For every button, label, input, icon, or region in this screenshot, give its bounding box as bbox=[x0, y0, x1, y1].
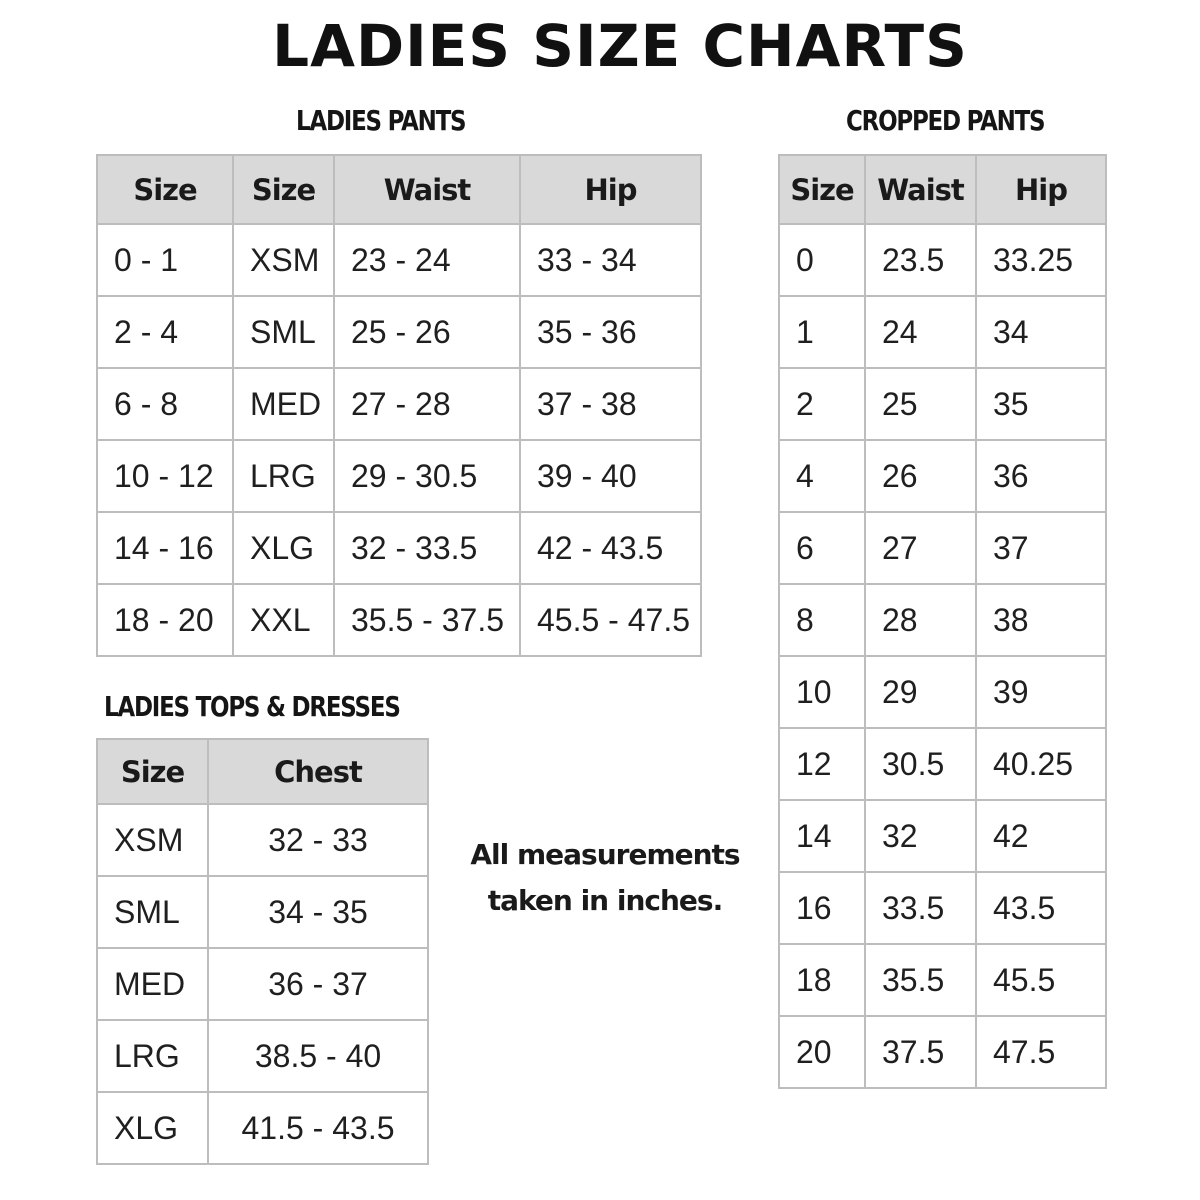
size-cell: 18 bbox=[779, 944, 865, 1016]
table-row bbox=[779, 584, 1106, 656]
table-row bbox=[779, 800, 1106, 872]
waist-cell: 28 bbox=[865, 584, 976, 656]
table-row bbox=[97, 804, 428, 876]
waist-cell: 29 bbox=[865, 656, 976, 728]
size-cell: 0 - 1 bbox=[97, 224, 233, 296]
waist-cell: 35.5 bbox=[865, 944, 976, 1016]
hip-cell: 33.25 bbox=[976, 224, 1106, 296]
hip-cell: 40.25 bbox=[976, 728, 1106, 800]
column-header-waist: Waist bbox=[865, 155, 976, 224]
size-cell: 10 bbox=[779, 656, 865, 728]
waist-cell: 35.5 - 37.5 bbox=[334, 584, 520, 656]
table-row bbox=[779, 872, 1106, 944]
hip-cell: 39 bbox=[976, 656, 1106, 728]
table-row bbox=[97, 1020, 428, 1092]
table-row bbox=[779, 440, 1106, 512]
size-letter-cell: XXL bbox=[233, 584, 334, 656]
hip-cell: 37 bbox=[976, 512, 1106, 584]
chest-cell: 38.5 - 40 bbox=[208, 1020, 428, 1092]
waist-cell: 23 - 24 bbox=[334, 224, 520, 296]
chest-cell: 36 - 37 bbox=[208, 948, 428, 1020]
hip-cell: 35 bbox=[976, 368, 1106, 440]
hip-cell: 35 - 36 bbox=[520, 296, 701, 368]
table-row bbox=[97, 512, 701, 584]
table-row bbox=[779, 656, 1106, 728]
size-cell: 4 bbox=[779, 440, 865, 512]
column-header-waist: Waist bbox=[334, 155, 520, 224]
size-letter-cell: XSM bbox=[233, 224, 334, 296]
hip-cell: 42 - 43.5 bbox=[520, 512, 701, 584]
size-cell: XSM bbox=[97, 804, 208, 876]
table-row bbox=[97, 876, 428, 948]
chest-cell: 32 - 33 bbox=[208, 804, 428, 876]
size-cell: 0 bbox=[779, 224, 865, 296]
hip-cell: 47.5 bbox=[976, 1016, 1106, 1088]
hip-cell: 45.5 bbox=[976, 944, 1106, 1016]
table-row bbox=[779, 224, 1106, 296]
hip-cell: 36 bbox=[976, 440, 1106, 512]
hip-cell: 42 bbox=[976, 800, 1106, 872]
size-cell: 2 - 4 bbox=[97, 296, 233, 368]
size-cell: 10 - 12 bbox=[97, 440, 233, 512]
column-header-size: Size bbox=[97, 155, 233, 224]
table-row bbox=[97, 296, 701, 368]
size-cell: XLG bbox=[97, 1092, 208, 1164]
waist-cell: 24 bbox=[865, 296, 976, 368]
size-cell: 16 bbox=[779, 872, 865, 944]
table-row bbox=[97, 1092, 428, 1164]
size-letter-cell: XLG bbox=[233, 512, 334, 584]
waist-cell: 26 bbox=[865, 440, 976, 512]
size-cell: 2 bbox=[779, 368, 865, 440]
waist-cell: 27 - 28 bbox=[334, 368, 520, 440]
table-row bbox=[97, 440, 701, 512]
chest-cell: 34 - 35 bbox=[208, 876, 428, 948]
table-header-row bbox=[97, 155, 701, 224]
table-header-row bbox=[779, 155, 1106, 224]
size-cell: 8 bbox=[779, 584, 865, 656]
column-header-size-letter: Size bbox=[233, 155, 334, 224]
hip-cell: 39 - 40 bbox=[520, 440, 701, 512]
table-row bbox=[97, 584, 701, 656]
size-letter-cell: MED bbox=[233, 368, 334, 440]
waist-cell: 25 bbox=[865, 368, 976, 440]
size-cell: 14 - 16 bbox=[97, 512, 233, 584]
table-row bbox=[779, 944, 1106, 1016]
table-row bbox=[97, 368, 701, 440]
measurement-note-line-1: All measurements bbox=[470, 838, 740, 871]
page-title: LADIES SIZE CHARTS bbox=[272, 12, 968, 80]
size-cell: 18 - 20 bbox=[97, 584, 233, 656]
column-header-chest: Chest bbox=[208, 739, 428, 804]
waist-cell: 30.5 bbox=[865, 728, 976, 800]
waist-cell: 33.5 bbox=[865, 872, 976, 944]
size-cell: 12 bbox=[779, 728, 865, 800]
hip-cell: 37 - 38 bbox=[520, 368, 701, 440]
waist-cell: 29 - 30.5 bbox=[334, 440, 520, 512]
table-row bbox=[779, 368, 1106, 440]
size-cell: SML bbox=[97, 876, 208, 948]
table-row bbox=[779, 728, 1106, 800]
waist-cell: 32 - 33.5 bbox=[334, 512, 520, 584]
waist-cell: 37.5 bbox=[865, 1016, 976, 1088]
ladies-pants-table bbox=[96, 154, 702, 657]
hip-cell: 34 bbox=[976, 296, 1106, 368]
size-cell: 6 - 8 bbox=[97, 368, 233, 440]
table-row bbox=[97, 948, 428, 1020]
cropped-pants-title: CROPPED PANTS bbox=[846, 104, 1045, 137]
waist-cell: 27 bbox=[865, 512, 976, 584]
size-cell: 14 bbox=[779, 800, 865, 872]
column-header-size: Size bbox=[97, 739, 208, 804]
hip-cell: 38 bbox=[976, 584, 1106, 656]
table-row bbox=[97, 224, 701, 296]
cropped-pants-table bbox=[778, 154, 1107, 1089]
waist-cell: 25 - 26 bbox=[334, 296, 520, 368]
table-row bbox=[779, 512, 1106, 584]
hip-cell: 43.5 bbox=[976, 872, 1106, 944]
ladies-tops-dresses-title: LADIES TOPS & DRESSES bbox=[104, 690, 400, 723]
size-letter-cell: SML bbox=[233, 296, 334, 368]
hip-cell: 45.5 - 47.5 bbox=[520, 584, 701, 656]
table-row bbox=[779, 1016, 1106, 1088]
column-header-size: Size bbox=[779, 155, 865, 224]
column-header-hip: Hip bbox=[520, 155, 701, 224]
table-header-row bbox=[97, 739, 428, 804]
chest-cell: 41.5 - 43.5 bbox=[208, 1092, 428, 1164]
size-cell: 20 bbox=[779, 1016, 865, 1088]
hip-cell: 33 - 34 bbox=[520, 224, 701, 296]
measurement-note-line-2: taken in inches. bbox=[487, 884, 723, 917]
ladies-pants-title: LADIES PANTS bbox=[296, 104, 466, 137]
measurement-note bbox=[450, 832, 760, 924]
waist-cell: 23.5 bbox=[865, 224, 976, 296]
size-cell: 6 bbox=[779, 512, 865, 584]
size-cell: LRG bbox=[97, 1020, 208, 1092]
size-letter-cell: LRG bbox=[233, 440, 334, 512]
column-header-hip: Hip bbox=[976, 155, 1106, 224]
waist-cell: 32 bbox=[865, 800, 976, 872]
table-row bbox=[779, 296, 1106, 368]
size-cell: MED bbox=[97, 948, 208, 1020]
ladies-tops-dresses-table bbox=[96, 738, 429, 1165]
size-cell: 1 bbox=[779, 296, 865, 368]
